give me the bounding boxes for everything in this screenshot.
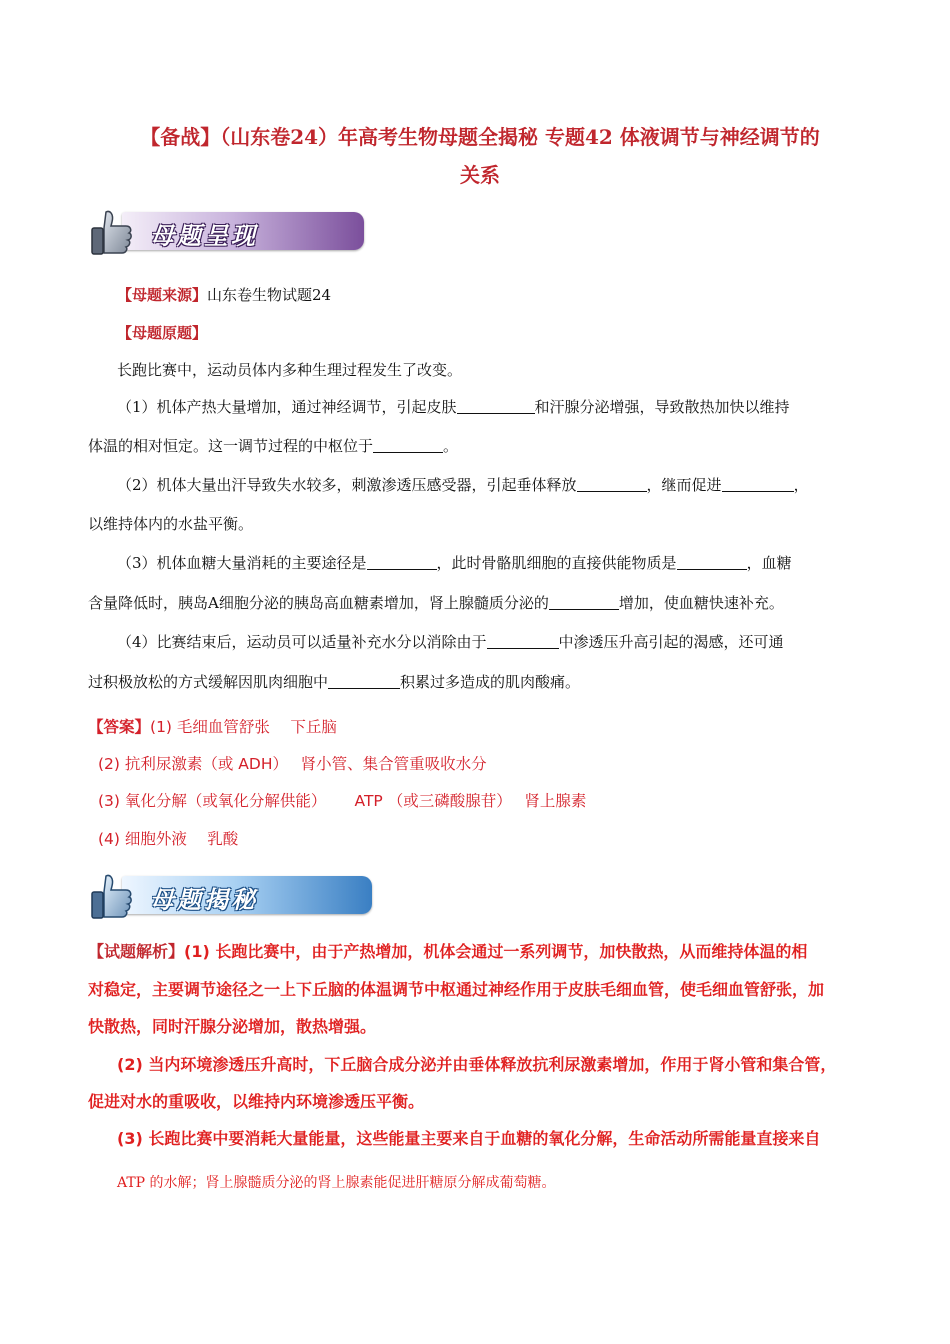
analysis-p1-1: (1) 长跑比赛中，由于产热增加，机体会通过一系列调节，加快散热，从而维持体温的相	[184, 942, 808, 961]
title-line-1: 【备战】（山东卷24）年高考生物母题全揭秘 专题42 体液调节与神经调节的	[140, 125, 820, 149]
analysis-p1-2: 对稳定，主要调节途径之一上下丘脑的体温调节中枢通过神经作用于皮肤毛细血管，使毛细血管舒张，加	[88, 980, 825, 999]
q2-blank-1[interactable]	[577, 475, 647, 492]
q3-blank-2[interactable]	[677, 553, 747, 570]
banner-reveal	[88, 870, 372, 922]
q3-text-a: （3）机体血糖大量消耗的主要途径是	[117, 554, 367, 572]
answer-3: (3) 氧化分解（或氧化分解供能） ATP （或三磷酸腺苷） 肾上腺素	[98, 792, 587, 810]
q1-text-d: 。	[443, 437, 459, 455]
q3-text-c: ，血糖	[746, 554, 792, 572]
answer-4: (4) 细胞外液 乳酸	[98, 830, 239, 848]
question-intro: 长跑比赛中，运动员体内多种生理过程发生了改变。	[117, 361, 463, 379]
q4-blank-1[interactable]	[487, 632, 559, 649]
document-title	[92, 118, 868, 194]
banner-reveal-text: 母题揭秘	[150, 885, 258, 914]
analysis-p2-1: (2) 当内环境渗透压升高时，下丘脑合成分泌并由垂体释放抗利尿激素增加，作用于肾小管和集合管，	[117, 1055, 837, 1074]
answer-label: 【答案】	[88, 718, 151, 736]
q2-text-a: （2）机体大量出汗导致失水较多，刺激渗透压感受器，引起垂体释放	[117, 476, 577, 494]
q3-blank-3[interactable]	[549, 593, 619, 610]
analysis-line-1	[88, 941, 807, 963]
thumbs-up-icon	[88, 870, 138, 922]
analysis-p1-3: 快散热，同时汗腺分泌增加，散热增强。	[88, 1017, 377, 1036]
question-4-line-2	[88, 671, 580, 693]
question-2-line-2: 以维持体内的水盐平衡。	[88, 515, 254, 533]
analysis-label: 【试题解析】	[88, 942, 185, 961]
q3-text-e: 增加，使血糖快速补充。	[618, 594, 784, 612]
question-2-line-1	[117, 474, 809, 496]
q3-blank-1[interactable]	[367, 553, 437, 570]
q1-blank-1[interactable]	[457, 397, 535, 414]
answer-line-1	[88, 716, 337, 738]
answer-1: (1) 毛细血管舒张 下丘脑	[150, 718, 337, 736]
q3-text-d: 含量降低时，胰岛A细胞分泌的胰岛高血糖素增加，肾上腺髓质分泌的	[88, 594, 549, 612]
q4-text-d: 积累过多造成的肌肉酸痛。	[400, 673, 581, 691]
banner-present	[88, 206, 364, 258]
q2-text-c: ，	[793, 476, 809, 494]
question-3-line-1	[117, 552, 792, 574]
q2-text-b: ，继而促进	[646, 476, 722, 494]
thumbs-up-icon	[88, 206, 138, 258]
source-text: 山东卷生物试题24	[207, 286, 332, 304]
q4-text-a: （4）比赛结束后，运动员可以适量补充水分以消除由于	[117, 633, 487, 651]
source-line	[117, 284, 331, 306]
q3-text-b: ，此时骨骼肌细胞的直接供能物质是	[436, 554, 677, 572]
q1-text-a: （1）机体产热大量增加，通过神经调节，引起皮肤	[117, 398, 457, 416]
q4-blank-2[interactable]	[328, 672, 400, 689]
q4-text-b: 中渗透压升高引起的渴感，还可通	[558, 633, 784, 651]
analysis-p3-1: (3) 长跑比赛中要消耗大量能量，这些能量主要来自于血糖的氧化分解，生命活动所需能量直接来自	[117, 1129, 821, 1148]
analysis-p2-2: 促进对水的重吸收，以维持内环境渗透压平衡。	[88, 1092, 425, 1111]
q4-text-c: 过积极放松的方式缓解因肌肉细胞中	[88, 673, 329, 691]
question-3-line-2	[88, 592, 784, 614]
q1-blank-2[interactable]	[373, 436, 443, 453]
q1-text-b: 和汗腺分泌增强，导致散热加快以维持	[534, 398, 790, 416]
title-line-2: 关系	[460, 163, 500, 187]
banner-present-text: 母题呈现	[150, 221, 258, 250]
analysis-p3-2: ATP 的水解；肾上腺髓质分泌的肾上腺素能促进肝糖原分解成葡萄糖。	[117, 1175, 556, 1191]
question-1-line-2	[88, 435, 458, 457]
original-label: 【母题原题】	[117, 324, 208, 342]
source-label: 【母题来源】	[117, 286, 208, 304]
answer-2: (2) 抗利尿激素（或 ADH） 肾小管、集合管重吸收水分	[98, 755, 487, 773]
q1-text-c: 体温的相对恒定。这一调节过程的中枢位于	[88, 437, 374, 455]
question-4-line-1	[117, 631, 784, 653]
q2-blank-2[interactable]	[722, 475, 794, 492]
question-1-line-1	[117, 396, 790, 418]
